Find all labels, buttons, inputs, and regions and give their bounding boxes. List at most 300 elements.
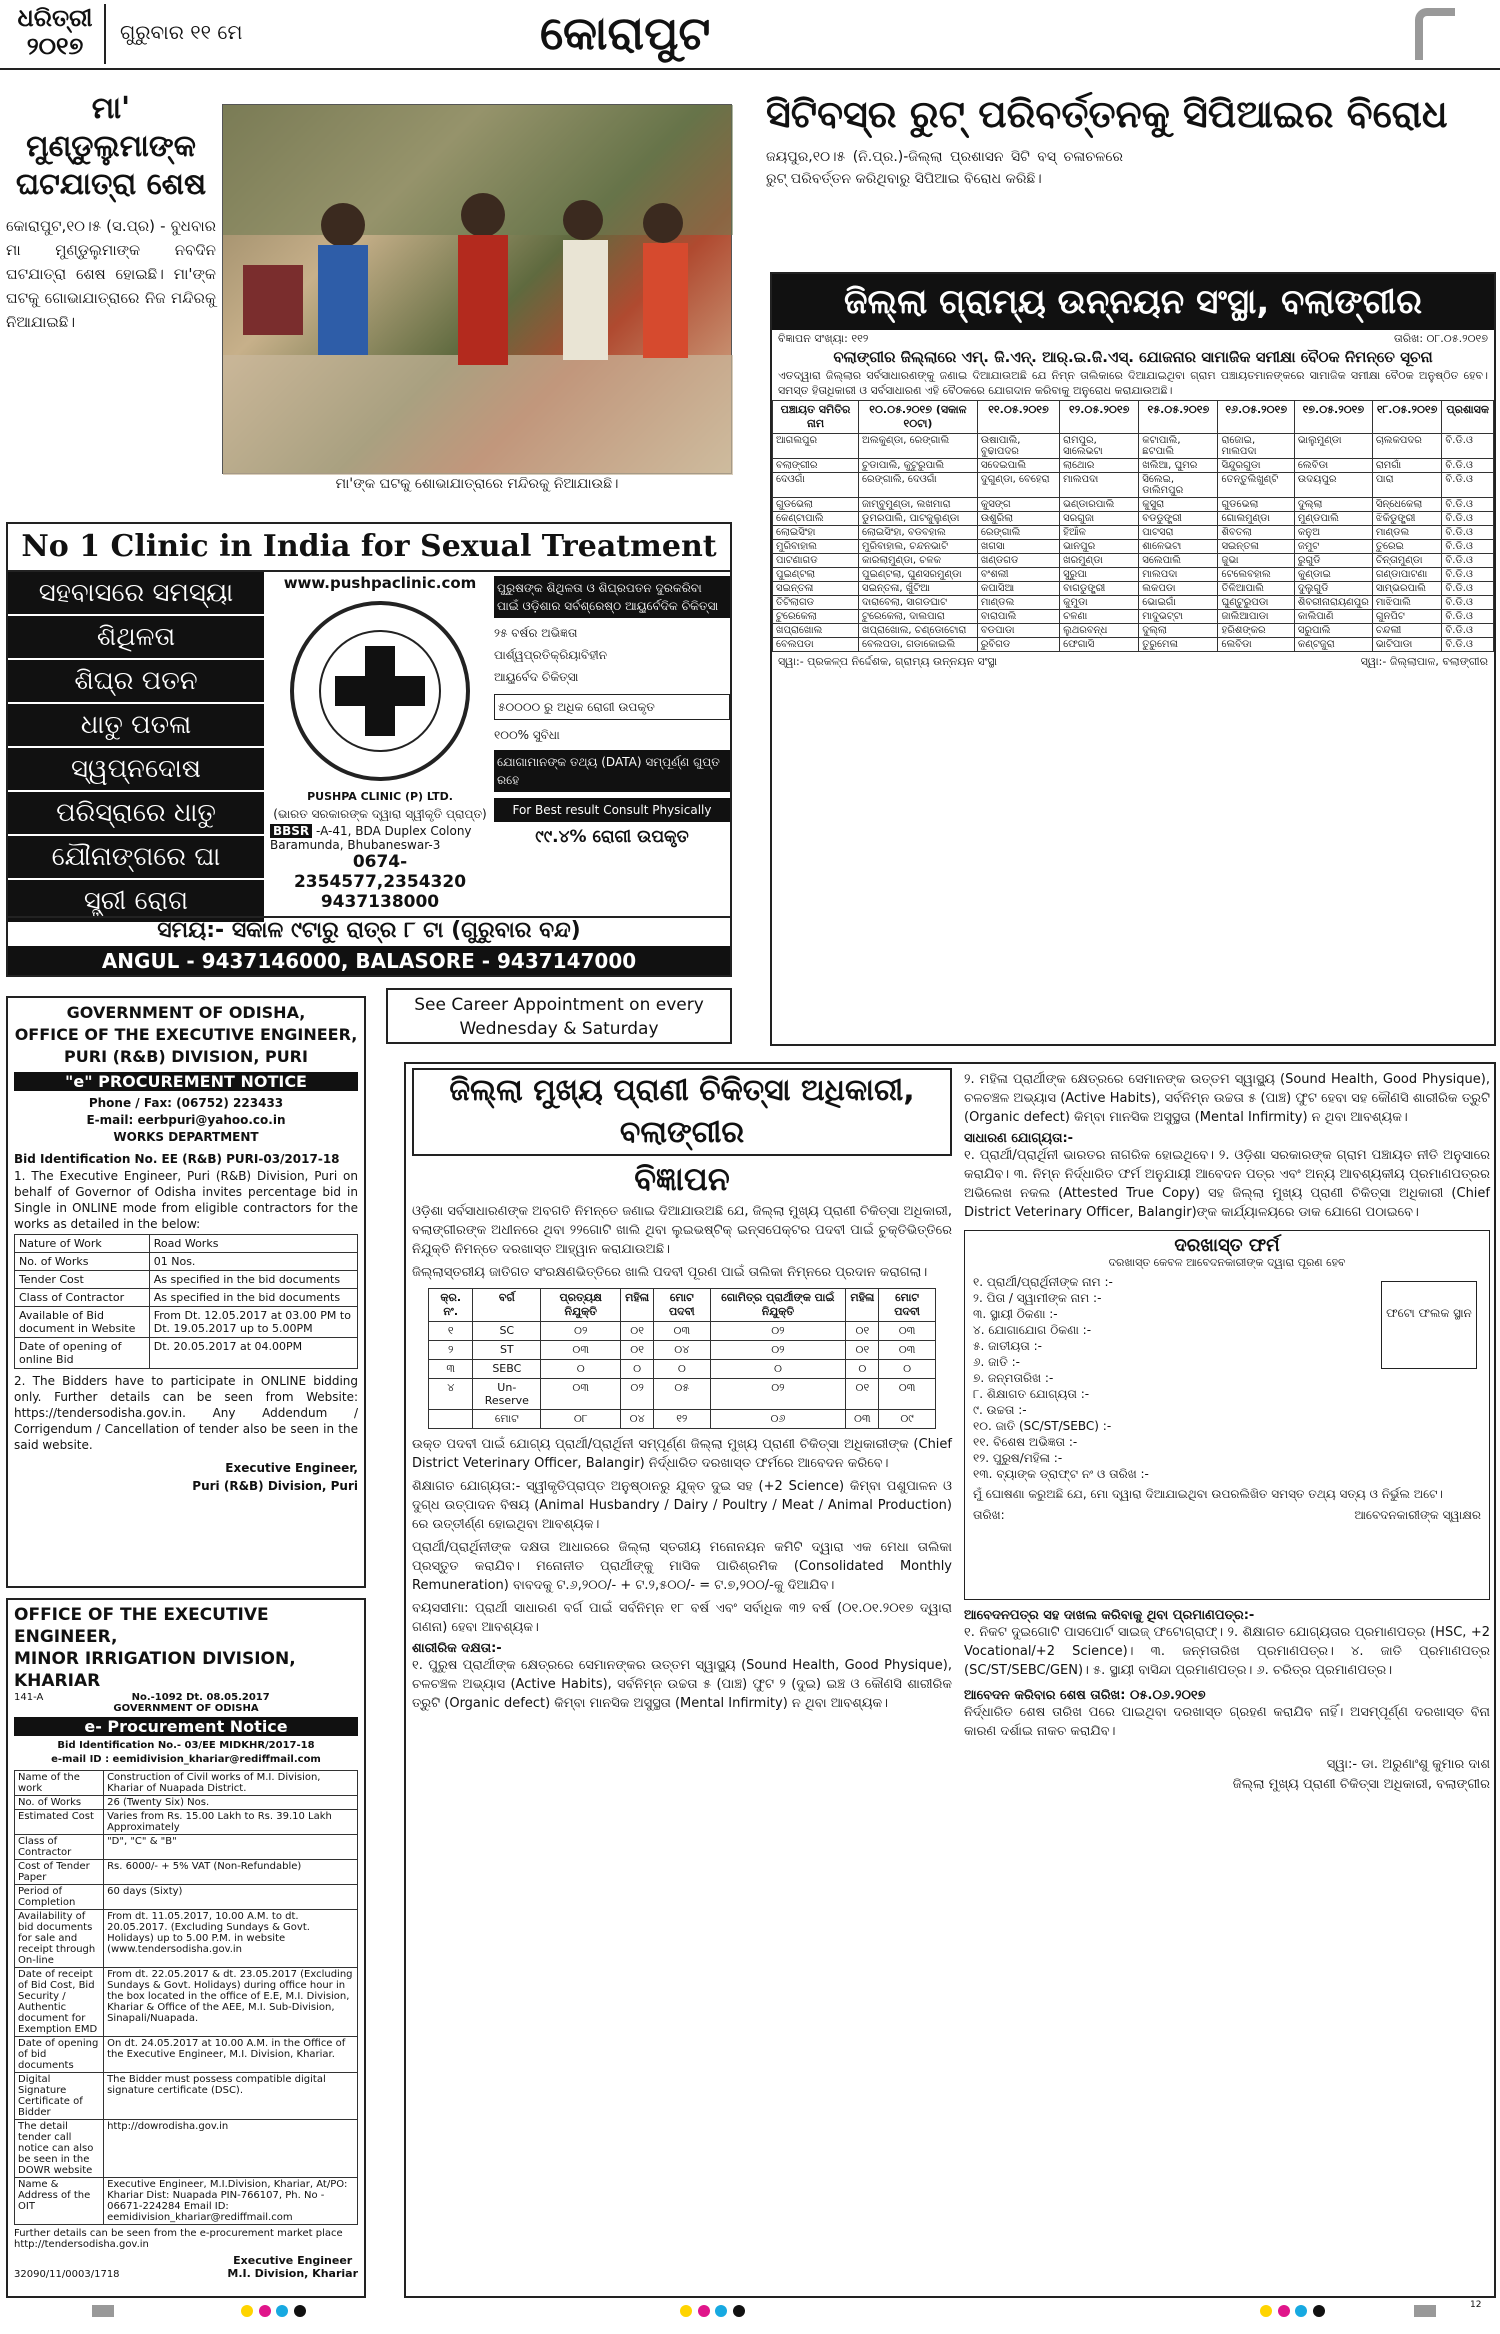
table-cell: ଦୁଲ୍ଲା bbox=[1294, 498, 1372, 512]
table-cell: ଜମୁଟ bbox=[1294, 540, 1372, 554]
clinic-issue: ଯୌନାଙ୍ଗରେ ଘା bbox=[8, 836, 264, 878]
form-field: ୪. ଯୋଗାଯୋଗ ଠିକଣା :- bbox=[973, 1323, 1092, 1337]
table-cell: ଦୁଲ୍ଲା bbox=[1139, 624, 1218, 638]
table-cell: ସଇନ୍ତଳା bbox=[1218, 540, 1294, 554]
table-row bbox=[15, 1307, 358, 1338]
table-cell: ଭାଲୁମୁଣ୍ଡା bbox=[1294, 434, 1372, 459]
table-cell: ବି.ଡି.ଓ bbox=[1442, 498, 1494, 512]
column-header: ୧୮.୦୫.୨୦୧୭ bbox=[1372, 401, 1442, 434]
yellow-dot-icon bbox=[241, 2305, 253, 2317]
clinic-point: ୧୦୦% ସୁବିଧା bbox=[494, 728, 560, 742]
table-cell: ଲାଥୋର bbox=[1060, 459, 1139, 473]
table-row bbox=[773, 624, 1494, 638]
table-cell: କଣ୍ଟଜୁରା bbox=[1294, 638, 1372, 652]
table-cell: ଲକପଡା bbox=[1139, 582, 1218, 596]
column-header: ପଞ୍ଚାୟତ ସମିତିର ନାମ bbox=[773, 401, 859, 434]
table-cell: Available of Bid document in Website bbox=[15, 1307, 150, 1338]
table-row bbox=[429, 1379, 936, 1410]
table-cell: ବି.ଡି.ଓ bbox=[1442, 526, 1494, 540]
table-cell: କୁସୁରା bbox=[1139, 498, 1218, 512]
table-cell: ବି.ଡି.ଓ bbox=[1442, 568, 1494, 582]
table-cell: Class of Contractor bbox=[15, 1835, 104, 1860]
table-cell: ଆଗଲପୁର bbox=[773, 434, 859, 459]
form-field: ୧୦. ଜାତି (SC/ST/SEBC) :- bbox=[973, 1419, 1112, 1433]
print-marks-left bbox=[92, 2305, 308, 2320]
clinic-point: ୫୦୦୦୦ ରୁ ଅଧିକ ରୋଗୀ ଉପକୃତ bbox=[494, 694, 730, 720]
form-field: ୭. ଜନ୍ମତାରିଖ :- bbox=[973, 1371, 1054, 1385]
table-cell: ଖଲିଆ, ଘୁମର bbox=[1139, 459, 1218, 473]
puri-para2: 2. The Bidders have to participate in ONLINE bidding only. Further details can be seen from Website: https://tendersodisha.gov.in. Any Addendum / Corrigendum / Cancellation of tender also be seen in the said website. bbox=[14, 1374, 358, 1452]
table-row bbox=[15, 2037, 358, 2073]
table-row bbox=[15, 1860, 358, 1885]
table-row bbox=[773, 582, 1494, 596]
table-cell: ୦ bbox=[654, 1360, 710, 1379]
table-cell: ଦାରାବେଲା, ସାଗଡଘାଟ bbox=[859, 596, 978, 610]
column-header: ୧୭.୦୫.୨୦୧୭ bbox=[1294, 401, 1372, 434]
table-header-row bbox=[429, 1289, 936, 1322]
table-cell: ଗୁଡଭେଲା bbox=[1218, 498, 1294, 512]
cyan-dot-icon bbox=[715, 2305, 727, 2317]
table-cell: ୧୨ bbox=[654, 1410, 710, 1429]
table-cell: ଗୁଡଭେଲା bbox=[773, 498, 859, 512]
table-cell: ମାଲପଦା bbox=[1139, 568, 1218, 582]
table-cell: କପାସିଆ bbox=[977, 582, 1059, 596]
vet-fitness-text: ୧. ପୁରୁଷ ପ୍ରାର୍ଥୀଙ୍କ କ୍ଷେତ୍ରରେ ସେମାନଙ୍କର ଉତ୍ତମ ସ୍ୱାସ୍ଥ୍ୟ (Sound Health, Good Physique), ଚଳଚଞ୍ଚଳ ଅଭ୍ୟାସ (Active Habits), ସର୍ବନିମ୍ନ ଉଚ୍ଚତା ୫ (ପାଞ୍ଚ) ଫୁଟ ୨ (ଦୁଇ) ଇଞ୍ଚ ଓ କୌଣସି ଶାରୀରିକ ତ୍ରୁଟି (Organic defect) କିମ୍ବା ମାନସିକ ଅସୁସ୍ଥତା (Mental Infirmity) ନ ଥିବା ଆବଶ୍ୟକ। bbox=[412, 1658, 952, 1711]
gray-swatch-icon bbox=[1414, 2305, 1436, 2317]
table-cell: ବଡପାଡା bbox=[977, 624, 1059, 638]
table-cell: ଶିବତଲା bbox=[1218, 526, 1294, 540]
newspaper-logo: ଧରିତ୍ରୀ ୨୦୧୭ bbox=[6, 4, 106, 64]
table-row bbox=[773, 459, 1494, 473]
clinic-issue: ଶିଘ୍ର ପତନ bbox=[8, 660, 264, 702]
table-row bbox=[15, 1771, 358, 1796]
table-cell: Date of opening of bid documents bbox=[15, 2037, 104, 2073]
table-row bbox=[773, 638, 1494, 652]
vet-title: ଜିଲ୍ଲା ମୁଖ୍ୟ ପ୍ରାଣୀ ଚିକିତ୍ସା ଅଧିକାରୀ, ବଲାଙ୍ଗୀର bbox=[412, 1068, 952, 1156]
table-row bbox=[15, 2120, 358, 2178]
table-cell: ୦୪ bbox=[654, 1341, 710, 1360]
form-field: ୫. ଜାତୀୟତା :- bbox=[973, 1339, 1042, 1353]
vet-general-text: ୧. ପ୍ରାର୍ଥୀ/ପ୍ରାର୍ଥିନୀ ଭାରତର ନାଗରିକ ହୋଇଥିବେ। ୨. ଓଡ଼ିଶା ସରକାରଙ୍କ ଗ୍ରାମ ପଞ୍ଚାୟତ ନୀତି ଅନୁସାରେ କରାଯିବ। ୩. ନିମ୍ନ ନିର୍ଦ୍ଧାରିତ ଫର୍ମ ଅନୁଯାୟୀ ଆବେଦନ ପତ୍ର ଏବଂ ଅନ୍ୟ ଆବଶ୍ୟକୀୟ ପ୍ରମାଣପତ୍ରର ଅଭିଲେଖ ନକଲ (Attested True Copy) ସହ ଜିଲ୍ଲା ମୁଖ୍ୟ ପ୍ରାଣୀ ଚିକିତ୍ସା ଅଧିକାରୀ (Chief District Veterinary Officer, Balangir)ଙ୍କ କାର୍ଯ୍ୟାଳୟରେ ଡାକ ଯୋଗେ ପଠାଇବେ। bbox=[964, 1148, 1490, 1220]
table-cell: ଭଣ୍ଡାରପାଲି bbox=[1060, 498, 1139, 512]
table-row bbox=[15, 1253, 358, 1271]
story1-body: କୋରାପୁଟ,୧୦।୫ (ସ.ପ୍ର) - ବୁଧବାର ମା ମୁଣ୍ଡୁଲୁମାଙ୍କ ନବଦିନ ଘଟଯାତ୍ରା ଶେଷ ହୋଇଛି। ମା'ଙ୍କ ଘଟକୁ ଗୋଭାଯାତ୍ରାରେ ନିଜ ମନ୍ଦିରକୁ ନିଆଯାଇଛି। bbox=[6, 217, 216, 331]
table-row bbox=[773, 512, 1494, 526]
table-cell: ପାଟଣାଗଡ bbox=[773, 554, 859, 568]
table-row bbox=[429, 1410, 936, 1429]
table-cell: ରାମପୁର, ସାଲେଭଟା bbox=[1060, 434, 1139, 459]
table-cell: ୦୯ bbox=[879, 1410, 935, 1429]
table-cell: ଫେଗାସି bbox=[1060, 638, 1139, 652]
table-cell: ପୁଇଣ୍ଟଲା bbox=[773, 568, 859, 582]
table-cell: Date of receipt of Bid Cost, Bid Security / Authentic document for Exemption EMD bbox=[15, 1968, 104, 2037]
table-cell: As specified in the bid documents bbox=[149, 1271, 357, 1289]
table-cell: ହିଆଁଳ bbox=[1060, 526, 1139, 540]
story-ghatayatra bbox=[6, 90, 216, 490]
story-citybus bbox=[766, 90, 1496, 265]
table-row bbox=[15, 1338, 358, 1369]
table-cell: ଖପ୍ରାଖୋଲ, ଚଣ୍ଡୋଟୋରା bbox=[859, 624, 978, 638]
clinic-title: No 1 Clinic in India for Sexual Treatment bbox=[8, 524, 730, 572]
table-cell: ପୁଇଣ୍ଟଲା, ଘୁଣସରମୁଣ୍ଡା bbox=[859, 568, 978, 582]
vet-fitness-female: ୨. ମହିଳା ପ୍ରାର୍ଥୀଙ୍କ କ୍ଷେତ୍ରରେ ସେମାନଙ୍କ ଉତ୍ତମ ସ୍ୱାସ୍ଥ୍ୟ (Sound Health, Good Physique), ଚଳଚଞ୍ଚଳ ଅଭ୍ୟାସ (Active Habits), ସର୍ବନିମ୍ନ ଉଚ୍ଚତା ୫ (ପାଞ୍ଚ) ଫୁଟ ହେବା ସହ କୌଣସି ଶାରୀରିକ ତ୍ରୁଟି (Organic defect) କିମ୍ବା ମାନସିକ ଅସୁସ୍ଥତା (Mental Infirmity) ନ ଥିବା ଆବଶ୍ୟକ। bbox=[964, 1072, 1490, 1125]
table-cell: ବଲାଙ୍ଗୀର bbox=[773, 459, 859, 473]
table-cell: Executive Engineer, M.I.Division, Khariar, At/PO: Khariar Dist: Nuapada PIN-766107, Ph. No - 06671-224284 Email ID: eemidivision_khariar@rediffmail.com bbox=[104, 2178, 358, 2225]
ad-clinic bbox=[6, 522, 732, 977]
vet-docs-title: ଆବେଦନପତ୍ର ସହ ଦାଖଲ କରିବାକୁ ଥିବା ପ୍ରମାଣପତ୍ର:- bbox=[964, 1608, 1255, 1623]
table-cell: Estimated Cost bbox=[15, 1810, 104, 1835]
ad-career: See Career Appointment on every Wednesday & Saturday bbox=[386, 988, 732, 1044]
table-cell: Road Works bbox=[149, 1235, 357, 1253]
clinic-phone-1: 0674-2354577,2354320 bbox=[293, 852, 467, 892]
table-cell: ଟୁରେକେଲା bbox=[773, 610, 859, 624]
table-cell: ୦୩ bbox=[879, 1341, 935, 1360]
table-cell: Availability of bid documents for sale and receipt through On-line bbox=[15, 1910, 104, 1968]
puri-title: "e" PROCUREMENT NOTICE bbox=[14, 1072, 358, 1091]
yellow-dot-icon bbox=[680, 2305, 692, 2317]
table-cell: 26 (Twenty Six) Nos. bbox=[104, 1796, 358, 1810]
table-cell: From dt. 11.05.2017, 10.00 A.M. to dt. 20.05.2017. (Excluding Sundays & Govt. Holidays) up to 5.00 P.M. in website (www.tendersodisha.gov.in bbox=[104, 1910, 358, 1968]
puri-para1: 1. The Executive Engineer, Puri (R&B) Division, Puri on behalf of Governor of Odisha invites percentage bid in Single in ONLINE mode from eligible contractors for the works as detailed in the below: bbox=[14, 1169, 358, 1231]
drda-table bbox=[772, 400, 1494, 652]
table-cell: ବି.ଡି.ଓ bbox=[1442, 582, 1494, 596]
form-photo-box: ଫଟୋ ଫଲକ ସ୍ଥାନ bbox=[1381, 1281, 1477, 1369]
table-cell: ୦୧ bbox=[846, 1341, 879, 1360]
table-row bbox=[15, 1235, 358, 1253]
table-cell: ଗୁନପିଟ bbox=[1372, 610, 1442, 624]
issue-date: ଗୁରୁବାର ୧୧ ମେ bbox=[120, 20, 243, 44]
table-cell: ମାଣ୍ଡଲ bbox=[977, 596, 1059, 610]
table-row bbox=[15, 1271, 358, 1289]
table-cell: ଲୁଥରବନ୍ଧ bbox=[1060, 624, 1139, 638]
table-cell: ୦୩ bbox=[879, 1379, 935, 1410]
drda-title: ଜିଲ୍ଲା ଗ୍ରାମ୍ୟ ଉନ୍ନୟନ ସଂସ୍ଥା, ବଲାଙ୍ଗୀର bbox=[772, 274, 1494, 330]
cyan-dot-icon bbox=[1295, 2305, 1307, 2317]
table-cell: ୧ bbox=[429, 1322, 473, 1341]
table-cell: ୦୩ bbox=[541, 1379, 621, 1410]
clinic-issue: ସ୍ତ୍ରୀ ରୋଗ bbox=[8, 880, 264, 922]
table-cell: Varies from Rs. 15.00 Lakh to Rs. 39.10 Lakh Approximately bbox=[104, 1810, 358, 1835]
table-cell: ୦୩ bbox=[846, 1410, 879, 1429]
form-declaration: ମୁଁ ଘୋଷଣା କରୁଅଛି ଯେ, ମୋ ଦ୍ୱାରା ଦିଆଯାଇଥିବା ଉପରଲିଖିତ ସମସ୍ତ ତଥ୍ୟ ସତ୍ୟ ଓ ନିର୍ଭୁଲ ଅଟେ। bbox=[973, 1487, 1443, 1501]
notice-puri bbox=[6, 996, 366, 1588]
magenta-dot-icon bbox=[698, 2305, 710, 2317]
table-cell: ରୁବିଗଡ bbox=[977, 638, 1059, 652]
table-row bbox=[429, 1341, 936, 1360]
table-row bbox=[773, 498, 1494, 512]
table-cell: From dt. 22.05.2017 & dt. 23.05.2017 (Excluding Sundays & Govt. Holidays) during office hour in the box located in the office of E.E, M.I. Division, Khariar & Office of the AEE, M.I. Sub-Division, Sinapali/Nuapada. bbox=[104, 1968, 358, 2037]
column-header: ୧୨.୦୫.୨୦୧୭ bbox=[1060, 401, 1139, 434]
clinic-address: BBSR -A-41, BDA Duplex Colony Baramunda, Bhubaneswar-3 bbox=[270, 824, 472, 852]
table-cell: ସୁରୁପା bbox=[1060, 568, 1139, 582]
table-cell: Digital Signature Certificate of Bidder bbox=[15, 2073, 104, 2120]
table-cell: Nature of Work bbox=[15, 1235, 150, 1253]
table-cell: ୦ bbox=[710, 1360, 846, 1379]
table-cell: ସଲେପାଲି bbox=[1139, 554, 1218, 568]
table-row bbox=[15, 1289, 358, 1307]
drda-ref: ବିଜ୍ଞାପନ ସଂଖ୍ୟା: ୧୧୨ ତାରିଖ: ୦୮.୦୫.୨୦୧୭ bbox=[778, 332, 1488, 345]
clinic-issue: ଧାତୁ ପତଳା bbox=[8, 704, 264, 746]
magenta-dot-icon bbox=[1278, 2305, 1290, 2317]
table-cell: ଝିକିଡୁଙ୍ଗ୍ରୀ bbox=[1372, 512, 1442, 526]
table-cell: Name of the work bbox=[15, 1771, 104, 1796]
column-header: ପ୍ରଶାସକ bbox=[1442, 401, 1494, 434]
clinic-phone-2: 9437138000 bbox=[320, 892, 440, 912]
table-cell: ମାଝିପାଲି bbox=[1372, 596, 1442, 610]
table-cell: ୦୨ bbox=[710, 1322, 846, 1341]
table-cell: ବେଲପଡା, ଗଡାକୋଇଲି bbox=[859, 638, 978, 652]
table-row bbox=[15, 2073, 358, 2120]
table-cell: ଶାଳେଭଟା bbox=[1139, 540, 1218, 554]
table-row bbox=[15, 1968, 358, 2037]
form-subtitle: ଦରଖାସ୍ତ କେବଳ ଆବେଦନକାରୀଙ୍କ ଦ୍ୱାରା ପୂରଣ ହେବ bbox=[1108, 1256, 1346, 1269]
table-cell: ଚୁଡାପାଲି, କୁଟୁରୁପାଲି bbox=[859, 459, 978, 473]
table-header-row bbox=[773, 401, 1494, 434]
table-cell: ଦେଓଗାଁ bbox=[773, 473, 859, 498]
table-cell: ସଇନ୍ତଳା bbox=[773, 582, 859, 596]
table-cell: ପାଟସରା bbox=[1139, 526, 1218, 540]
clinic-timing: ସମୟ:- ସକାଳ ୯ଟାରୁ ରାତ୍ର ୮ ଟା (ଗୁରୁବାର ବନ୍ଦ) bbox=[8, 916, 730, 943]
clinic-point: ୨୫ ବର୍ଷର ଅଭିଜ୍ଞତା bbox=[494, 626, 578, 640]
table-cell: 01 Nos. bbox=[149, 1253, 357, 1271]
vet-body-1: ଉକ୍ତ ପଦବୀ ପାଇଁ ଯୋଗ୍ୟ ପ୍ରାର୍ଥୀ/ପ୍ରାର୍ଥିନୀ ସମ୍ପୂର୍ଣ୍ଣ ଜିଲ୍ଲା ମୁଖ୍ୟ ପ୍ରାଣୀ ଚିକିତ୍ସା ଅଧିକାରୀଙ୍କ (Chief District Veterinary Officer, Balangir) ନିର୍ଦ୍ଧାରିତ ଦରଖାସ୍ତ ଫର୍ମରେ ଆବେଦନ କରିବେ। bbox=[412, 1437, 952, 1471]
table-cell: The detail tender call notice can also be seen in the DOWR website bbox=[15, 2120, 104, 2178]
table-cell: ସିନ୍ଧେକେଲା bbox=[1372, 498, 1442, 512]
table-cell: ରେଙ୍ଗାଲି bbox=[977, 526, 1059, 540]
table-cell: ରାମଗାଁ bbox=[1372, 459, 1442, 473]
form-field: ୩. ସ୍ଥାୟୀ ଠିକଣା :- bbox=[973, 1307, 1058, 1321]
table-cell: SC bbox=[473, 1322, 541, 1341]
form-sign-row: ତାରିଖ: ଆବେଦନକାରୀଙ୍କ ସ୍ୱାକ୍ଷର bbox=[973, 1508, 1481, 1522]
table-cell: ଚନ୍ଦଲୀ bbox=[1372, 624, 1442, 638]
table-cell: ୦୪ bbox=[621, 1410, 654, 1429]
table-cell bbox=[429, 1410, 473, 1429]
table-cell: ସିଲେଇ, ଡାଲିମପୁର bbox=[1139, 473, 1218, 498]
vet-docs-text: ୧. ନିକଟ ଦୁଇଗୋଟି ପାସପୋର୍ଟ ସାଇଜ୍ ଫଟୋଗ୍ରାଫ୍। ୨. ଶିକ୍ଷାଗତ ଯୋଗ୍ୟତାର ପ୍ରମାଣପତ୍ର (HSC, +2 Vocational/+2 Science)। ୩. ଜନ୍ମତାରିଖ ପ୍ରମାଣପତ୍ର। ୪. ଜାତି ପ୍ରମାଣପତ୍ର (SC/ST/SEBC/GEN)। ୫. ସ୍ଥାୟୀ ବାସିନ୍ଦା ପ୍ରମାଣପତ୍ର। ୬. ଚରିତ୍ର ପ୍ରମାଣପତ୍ର। bbox=[964, 1625, 1490, 1678]
table-cell: Date of opening of online Bid bbox=[15, 1338, 150, 1369]
table-cell: Tender Cost bbox=[15, 1271, 150, 1289]
table-cell: ରାଜୋଇ, ମାଲପଦା bbox=[1218, 434, 1294, 459]
vet-column-2 bbox=[964, 1070, 1490, 1795]
clinic-issue: ସ୍ୱପ୍ନଦୋଷ bbox=[8, 748, 264, 790]
table-cell: ଦୁଗୁଣ୍ଡା, ବେହେରା bbox=[977, 473, 1059, 498]
column-header: ୧୦.୦୫.୨୦୧୭ (ସକାଳ ୧୦ଟା) bbox=[859, 401, 978, 434]
table-cell: ଖଗସା bbox=[977, 540, 1059, 554]
story2-headline: ସିଟିବସ୍‌ର ରୁଟ୍ ପରିବର୍ତ୍ତନକୁ ସିପିଆଇର ବିରୋଧ bbox=[766, 92, 1448, 136]
table-cell: ବି.ଡି.ଓ bbox=[1442, 596, 1494, 610]
table-cell: ତିଟିଲାଗଡ bbox=[773, 596, 859, 610]
table-row bbox=[773, 596, 1494, 610]
vet-fitness-title: ଶାରୀରିକ ଦକ୍ଷତା:- bbox=[412, 1641, 502, 1656]
table-cell: ହରିଶଙ୍କର bbox=[1218, 624, 1294, 638]
table-cell: The Bidder must possess compatible digital signature certificate (DSC). bbox=[104, 2073, 358, 2120]
table-cell: Rs. 6000/- + 5% VAT (Non-Refundable) bbox=[104, 1860, 358, 1885]
table-cell: ଭାନପୁର bbox=[1060, 540, 1139, 554]
table-cell: ୦୨ bbox=[621, 1379, 654, 1410]
table-cell: ମୁରିବାହାଲ, ଚନ୍ଦନଭାଟି bbox=[859, 540, 978, 554]
table-row bbox=[773, 568, 1494, 582]
table-cell: ୩ bbox=[429, 1360, 473, 1379]
table-cell: ଦୁଲୁଗୁଡି bbox=[1294, 582, 1372, 596]
table-row bbox=[773, 554, 1494, 568]
table-row bbox=[773, 434, 1494, 459]
table-cell: ୦୮ bbox=[541, 1410, 621, 1429]
table-row bbox=[773, 473, 1494, 498]
table-cell: ବି.ଡି.ଓ bbox=[1442, 610, 1494, 624]
table-cell: http://dowrodisha.gov.in bbox=[104, 2120, 358, 2178]
table-cell: କନୁଅ bbox=[1294, 526, 1372, 540]
table-cell: ୦୧ bbox=[846, 1379, 879, 1410]
clinic-point: ଆୟୁର୍ବେଦ ଚିକିତ୍ସା bbox=[494, 670, 579, 684]
form-field: ୯. ଉଚ୍ଚତା :- bbox=[973, 1403, 1027, 1417]
table-cell: ୦୩ bbox=[541, 1341, 621, 1360]
black-dot-icon bbox=[1313, 2305, 1325, 2317]
table-cell: 60 days (Sixty) bbox=[104, 1885, 358, 1910]
clinic-issue: ସହବାସରେ ସମସ୍ୟା bbox=[8, 572, 264, 614]
table-cell: ସାମ୍ଭରପାଲି bbox=[1372, 582, 1442, 596]
table-cell: ଜାଲିଆପାଡା bbox=[1218, 610, 1294, 624]
table-cell: ଚିନ୍ତାମୁଣ୍ଡା bbox=[1372, 554, 1442, 568]
yellow-dot-icon bbox=[1260, 2305, 1272, 2317]
table-cell: SEBC bbox=[473, 1360, 541, 1379]
clinic-points bbox=[494, 576, 730, 846]
table-cell: ୨ bbox=[429, 1341, 473, 1360]
column-header: ୧୧.୦୫.୨୦୧୭ bbox=[977, 401, 1059, 434]
table-cell: ବି.ଡି.ଓ bbox=[1442, 554, 1494, 568]
table-cell: Period of Completion bbox=[15, 1885, 104, 1910]
table-cell: ଭୋଇଗାଁ bbox=[1139, 596, 1218, 610]
table-cell: କୁସଙ୍ଗ bbox=[977, 498, 1059, 512]
story1-headline: ମା' ମୁଣ୍ଡୁଲୁମାଙ୍କ ଘଟଯାତ୍ରା ଶେଷ bbox=[15, 91, 207, 202]
story2-body: ଜୟପୁର,୧୦।୫ (ନି.ପ୍ର.)-ଜିଲ୍ଲା ପ୍ରଶାସନ ସିଟି ବସ୍ ଚଳାଚଳରେ ରୁଟ୍ ପରିବର୍ତ୍ତନ କରିଥିବାରୁ ସିପିଆଇ ବିରୋଧ କରିଛି। bbox=[766, 149, 1123, 187]
table-cell: ଖପ୍ରାଖୋଲ bbox=[773, 624, 859, 638]
story1-caption: ମା'ଙ୍କ ଘଟକୁ ଶୋଭାଯାତ୍ରାରେ ମନ୍ଦିରକୁ ନିଆଯାଉଛି। bbox=[335, 476, 619, 492]
black-dot-icon bbox=[733, 2305, 745, 2317]
clinic-issue: ପରିସ୍ରାରେ ଧାତୁ bbox=[8, 792, 264, 834]
column-header: ମହିଳା bbox=[621, 1289, 654, 1322]
form-field: ୬. ଜାତି :- bbox=[973, 1355, 1020, 1369]
drda-footer: ସ୍ୱା:- ପ୍ରକଳ୍ପ ନିର୍ଦ୍ଦେଶକ, ଗ୍ରାମ୍ୟ ଉନ୍ନୟନ ସଂସ୍ଥା ସ୍ୱା:- ଜିଲ୍ଲାପାଳ, ବଲାଙ୍ଗୀର bbox=[778, 655, 1488, 668]
clinic-website: www.pushpaclinic.com bbox=[283, 574, 477, 592]
table-cell: Construction of Civil works of M.I. Division, Khariar of Nuapada District. bbox=[104, 1771, 358, 1796]
column-header: ମୋଟ ପଦବୀ bbox=[879, 1289, 935, 1322]
table-cell: ମାଣ୍ଡଲ bbox=[1372, 526, 1442, 540]
table-cell: କୁମୁଡା bbox=[1060, 596, 1139, 610]
table-cell: ବି.ଡି.ଓ bbox=[1442, 434, 1494, 459]
table-cell: ସଇନ୍ତଳା, ଖୁଁଟିଆ bbox=[859, 582, 978, 596]
vet-column-1 bbox=[412, 1068, 952, 1713]
column-header: ମୋଟ ପଦବୀ bbox=[654, 1289, 710, 1322]
column-header: ବର୍ଗ bbox=[473, 1289, 541, 1322]
khariar-gov: GOVERNMENT OF ODISHA bbox=[113, 1703, 259, 1714]
column-header: ଗୋମିତ୍ର ପ୍ରାର୍ଥୀଙ୍କ ପାଇଁ ନିଯୁକ୍ତି bbox=[710, 1289, 846, 1322]
table-cell: ବଂଶଲୀ bbox=[977, 568, 1059, 582]
table-cell: ଗୋଲମୁଣ୍ଡା bbox=[1218, 512, 1294, 526]
table-row bbox=[429, 1322, 936, 1341]
puri-org: GOVERNMENT OF ODISHA, OFFICE OF THE EXECUTIVE ENGINEER, PURI (R&B) DIVISION, PURI bbox=[14, 1003, 358, 1066]
table-cell: କଟାପାଲି, ଛଟପାଲି bbox=[1139, 434, 1218, 459]
vet-deadline-text: ନିର୍ଦ୍ଧାରିତ ଶେଷ ତାରିଖ ପରେ ପାଇଥିବା ଦରଖାସ୍ତ ଗ୍ରହଣ କରାଯିବ ନାହିଁ। ଅସମ୍ପୂର୍ଣ୍ଣ ଦରଖାସ୍ତ ବିନା କାରଣ ଦର୍ଶାଇ ନାକଚ କରାଯିବ। bbox=[964, 1705, 1490, 1739]
vet-body-2: ଶିକ୍ଷାଗତ ଯୋଗ୍ୟତା:- ସ୍ୱୀକୃତିପ୍ରାପ୍ତ ଅନୁଷ୍ଠାନରୁ ଯୁକ୍ତ ଦୁଇ ସହ (+2 Science) କିମ୍ବା ପଶୁପାଳନ ଓ ଦୁଗ୍ଧ ଉତ୍ପାଦନ ବିଷୟ (Animal Husbandry / Dairy / Poultry / Meat / Animal Production) ରେ ଉତ୍ତୀର୍ଣ୍ଣ ହୋଇଥିବା ଆବଶ୍ୟକ। bbox=[412, 1479, 952, 1532]
drda-subtitle: ବଲାଙ୍ଗୀର ଜିଲ୍ଲାରେ ଏମ୍. ଜି.ଏନ୍. ଆର୍.ଇ.ଜି.ଏସ୍. ଯୋଜନାର ସାମାଜିକ ସମୀକ୍ଷା ବୈଠକ ନିମନ୍ତେ ସୂଚନା bbox=[833, 348, 1433, 366]
table-cell: ୦୩ bbox=[654, 1322, 710, 1341]
clinic-seal-icon bbox=[285, 596, 475, 786]
black-dot-icon bbox=[294, 2305, 306, 2317]
puri-contact: Phone / Fax: (06752) 223433 E-mail: eerbpuri@yahoo.co.in WORKS DEPARTMENT bbox=[86, 1096, 286, 1144]
table-cell: No. of Works bbox=[15, 1253, 150, 1271]
table-cell: ୦୨ bbox=[710, 1379, 846, 1410]
table-cell: ତୁରୁମେଳା bbox=[1139, 638, 1218, 652]
table-cell: ୦୧ bbox=[621, 1322, 654, 1341]
table-cell: ଲେବିଡା bbox=[1218, 638, 1294, 652]
clinic-consult: For Best result Consult Physically bbox=[494, 798, 730, 822]
table-cell: ପାରା bbox=[1372, 473, 1442, 498]
table-cell: ସଦେଇପାଲି bbox=[977, 459, 1059, 473]
cyan-dot-icon bbox=[276, 2305, 288, 2317]
table-cell: ବି.ଡି.ଓ bbox=[1442, 459, 1494, 473]
khariar-org: OFFICE OF THE EXECUTIVE ENGINEER, MINOR IRRIGATION DIVISION, KHARIAR bbox=[14, 1605, 296, 1691]
table-cell: ମାଦୁଭଟ୍ଟା bbox=[1139, 610, 1218, 624]
column-header: କ୍ର. ନଂ. bbox=[429, 1289, 473, 1322]
khariar-signature: Executive Engineer M.I. Division, Khariar bbox=[227, 2254, 358, 2280]
table-cell: From Dt. 12.05.2017 at 03.00 PM to Dt. 19.05.2017 up to 5.00PM bbox=[149, 1307, 357, 1338]
puri-signature: Executive Engineer, Puri (R&B) Division, Puri bbox=[192, 1461, 358, 1493]
puri-bid-id: Bid Identification No. EE (R&B) PURI-03/2017-18 bbox=[14, 1152, 340, 1166]
table-cell: ୦ bbox=[879, 1360, 935, 1379]
vet-body-4: ବୟସସୀମା: ପ୍ରାର୍ଥୀ ସାଧାରଣ ବର୍ଗ ପାଇଁ ସର୍ବନିମ୍ନ ୧୮ ବର୍ଷ ଏବଂ ସର୍ବାଧିକ ୩୨ ବର୍ଷ (୦୧.୦୧.୨୦୧୭ ଦ୍ୱାରା ଗଣନା) ହେବା ଆବଶ୍ୟକ। bbox=[412, 1601, 952, 1635]
table-cell: ଟୁରେକେଲା, ଦାଲପାରା bbox=[859, 610, 978, 624]
form-field: ୮. ଶିକ୍ଷାଗତ ଯୋଗ୍ୟତା :- bbox=[973, 1387, 1090, 1401]
table-cell: ୦୧ bbox=[621, 1341, 654, 1360]
masthead bbox=[0, 0, 1500, 70]
table-cell: Class of Contractor bbox=[15, 1289, 150, 1307]
table-cell: ବାରାପାଲି bbox=[977, 610, 1059, 624]
table-cell: ବି.ଡି.ଓ bbox=[1442, 624, 1494, 638]
table-cell: ବାଗଡୁଙ୍ଗ୍ରୀ bbox=[1060, 582, 1139, 596]
column-header: ମହିଳା bbox=[846, 1289, 879, 1322]
table-cell: ୦୬ bbox=[710, 1410, 846, 1429]
table-cell: ରେଙ୍ଗାଲି, ଦେଓଗାଁ bbox=[859, 473, 978, 498]
table-cell: Cost of Tender Paper bbox=[15, 1860, 104, 1885]
notice-vet bbox=[404, 1062, 1496, 2298]
clinic-point: ପୁରୁଷଙ୍କ ଶିଥିଳତା ଓ ଶିଘ୍ରପତନ ଦୁରକରିବା ପାଇଁ ଓଡ଼ିଶାର ସର୍ବଶ୍ରେଷ୍ଠ ଆୟୁର୍ବେଦିକ ଚିକିତ୍ସା bbox=[494, 576, 730, 618]
procession-photo bbox=[223, 105, 733, 475]
table-cell: ଲୋଇସିଂହା, ବଡବହାଲ bbox=[859, 526, 978, 540]
table-cell: ଭାଟିପାଡା bbox=[1372, 638, 1442, 652]
khariar-table bbox=[14, 1770, 358, 2225]
vet-body-3: ପ୍ରାର୍ଥୀ/ପ୍ରାର୍ଥିନୀଙ୍କ ଦକ୍ଷତା ଆଧାରରେ ଜିଲ୍ଲା ସ୍ତରୀୟ ମନୋନୟନ କମିଟି ଦ୍ୱାରା ଏକ ମେଧା ତାଲିକା ପ୍ରସ୍ତୁତ କରାଯିବ। ମନୋନୀତ ପ୍ରାର୍ଥୀଙ୍କୁ ମାସିକ ପାରିଶ୍ରମିକ (Consolidated Monthly Remuneration) ବାବଦକୁ ଟ.୬,୨୦୦/- + ଟ.୨,୫୦୦/- = ଟ.୭,୨୦୦/-କୁ ଦିଆଯିବ। bbox=[412, 1540, 952, 1593]
table-cell: ମୁଣ୍ଡପାଲି bbox=[1294, 512, 1372, 526]
table-cell: କାଲିପାଣି bbox=[1294, 610, 1372, 624]
table-cell: ସରଗୁଜା bbox=[1060, 512, 1139, 526]
table-row bbox=[15, 1796, 358, 1810]
table-row bbox=[773, 526, 1494, 540]
column-header: ୧୬.୦୫.୨୦୧୭ bbox=[1218, 401, 1294, 434]
clinic-issue-list bbox=[8, 572, 264, 924]
corner-bracket-icon bbox=[1415, 8, 1455, 60]
table-cell: Name & Address of the OIT bbox=[15, 2178, 104, 2225]
table-cell: ଘୁଣ୍ଟୁରୁପଡା bbox=[1218, 596, 1294, 610]
table-cell: ଅଲକୁଣ୍ଡା, ରେଙ୍ଗାଲି bbox=[859, 434, 978, 459]
table-cell: ଉଷାପାଲି, ବୁଢାପଦର bbox=[977, 434, 1059, 459]
table-cell: ଚଳଣା bbox=[1060, 610, 1139, 624]
table-cell: ୦୨ bbox=[710, 1341, 846, 1360]
table-cell: ୪ bbox=[429, 1379, 473, 1410]
table-row bbox=[15, 1835, 358, 1860]
print-marks-right bbox=[1260, 2305, 1436, 2320]
table-cell: ବି.ଡି.ଓ bbox=[1442, 512, 1494, 526]
page-number: 12 bbox=[1470, 2300, 1482, 2310]
